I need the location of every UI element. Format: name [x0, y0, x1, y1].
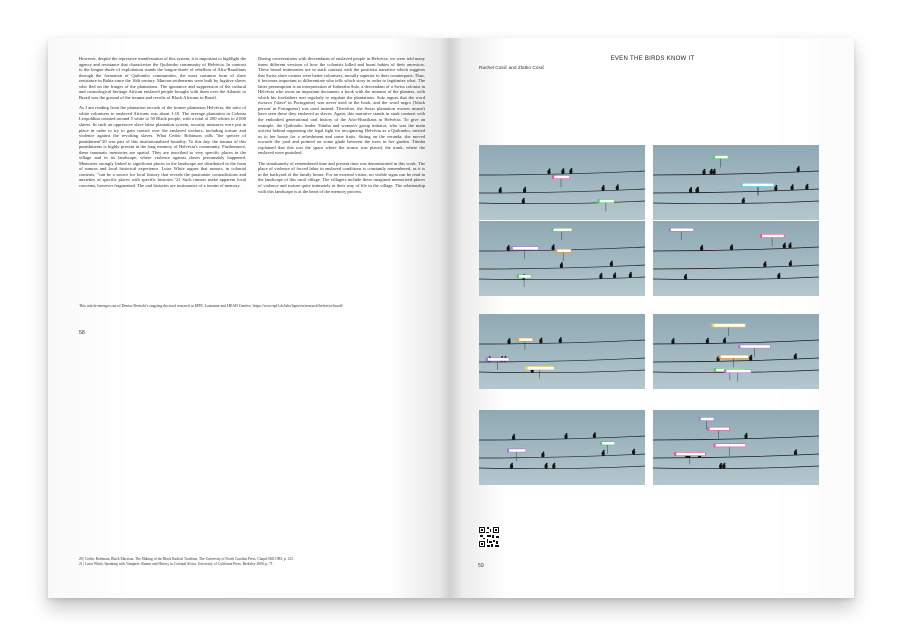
right-page	[451, 38, 854, 598]
footnote: 20 | Cedric Robinson, Black Marxism. The Making of the Black Radical Tradition, The University of North Carolina Press, Chapel Hill 1983, p. 125.	[79, 557, 294, 561]
article-note: This article emerges out of Denise Bertschi's ongoing doctoral research at EPFL Lausanne and HEAD Genève. https://www.epfl.ch/labs/lapis/en/research/helvecia-brazil/	[79, 304, 344, 308]
left-page	[48, 38, 451, 598]
bird-photo	[479, 221, 645, 296]
left-column-1	[79, 56, 246, 194]
bird-photo	[653, 221, 819, 296]
footnote: 21 | Luise White, Speaking with Vampires. Rumor and History in Colonial Africa, University of California Press, Berkeley 2000, p. 71.	[79, 561, 274, 566]
bird-photo	[653, 314, 819, 389]
bird-photo	[479, 314, 645, 389]
paragraph: During conversations with descendants of enslaved people in Helvécia, we were told many times different versions of how the colonists killed and burnt babies of their ancestors. These brutal testimonies are in stark contrast with the positivist narrative which suggests that Swiss slave owners were better colonisers, morally superior to their counterparts. Thus, it becomes important to differentiate who tells which story in order to legitimize what. The latter presumption is an interpretation of Itaberaba Sulz, a descendant of a Swiss colonist in Helvécia who owns an important document, a book with the minutes of the planters, with which his forefathers met regularly to regulate the plantations. Sulz argues that the word escravo ('slave' in Portuguese) was never used in the book, and the word negro ('black person' in Portuguese) was used instead. Therefore, the Swiss plantation owners mustn't have seen those they enslaved as slaves. Again, this narrative stands in stark contrast with the embodied generational oral history of the Afro-Brazilians in Helvécia. To give an example, the Quilombo leader Titinha and women's group initiator, who was the main activist behind organizing the legal fight for recognizing Helvécia as a Quilombo, invited us to her house for a refreshment and some fruits. Sitting on the veranda, she moved towards the yard and pointed on some glade between the trees in her garden. Titinha explained that this was the space where the tronco was placed, the trunk, where the enslaved were punished.	[258, 56, 425, 156]
paragraph: However, despite the repressive manifestation of this system, it is important to highlight the agency and resistance that characterize the Quilombo community of Helvécia. In contrast to the longue-durée of exploitation stands the longue-durée of rebellion of Afro-Brazilians through the formation of Quilombo communities, the most common form of slave resistance in Bahia since the 16th century. Maroon settlements were built by fugitive slaves who fled on the fringes of the plantations. The ignorance and suppression of the cultural and cosmological heritage African enslaved people brought with them over the Atlantic to Brazil was the ground of the trauma and revolts of Black Africans in Brazil.	[79, 56, 246, 100]
page-number-left: 58	[79, 330, 85, 336]
paragraph: The simultaneity of remembered time and present time was demonstrated in this work. The place of violence of forced labor in enslaved conditions is constantly remembered, as it is in the backyard of the family house. For an external visitor, no visible signs can be read in the landscape of this rural village. The villagers include these imagined memorized places of violence and torture quite intimately in their way of life in the village. The relationship with this landscape is at the heart of the memory process.	[258, 160, 425, 194]
left-column-2	[258, 56, 425, 199]
bird-photo	[479, 145, 645, 220]
bird-photo	[653, 145, 819, 220]
qr-code-icon	[478, 526, 500, 548]
page-number-right: 59	[478, 563, 484, 569]
bird-photo	[653, 410, 819, 485]
article-title: EVEN THE BIRDS KNOW IT	[610, 56, 695, 62]
paragraph: As I am reading from the plantation records of the former plantation Helvécia, the ratio of white colonisers to enslaved Africans was about 1:10. The average plantation in Colonia Leopoldina counted around 5 white to 50 Black people, with a total of 200 whites to 2,000 slaves. In such an oppressive slave labor plantation system, security measures were put in place in order to try to gain control over the enslaved workers, including torture and violence against the revolting slaves. What Cedric Robinson calls "the specter of punishment"20 was part of this institutionalized brutality. To this day, the trauma of this punishments is highly present in the long memory of Helvécia's community. Furthermore, these traumatic memories are spatial. They are inscribed to very specific places in the village and in its landscape, where violence against slaves presumably happened. Memories strongly linked to significant places in the landscape are distributed in the form of rumors and local historical experience. Luise White argues that rumors, in colonial contexts, "can be a source for local history that reveals the passionate contradictions and anxieties of specific places with specific histories."21 Such rumors make apparent local concerns, however fragmented. The oral histories are testimonies of a terrain of memory.	[79, 105, 246, 189]
authors: Rachel Cosić and Zlatko Cosić	[479, 66, 545, 71]
bird-photo	[479, 410, 645, 485]
open-magazine	[48, 38, 854, 598]
footnotes	[79, 557, 429, 567]
